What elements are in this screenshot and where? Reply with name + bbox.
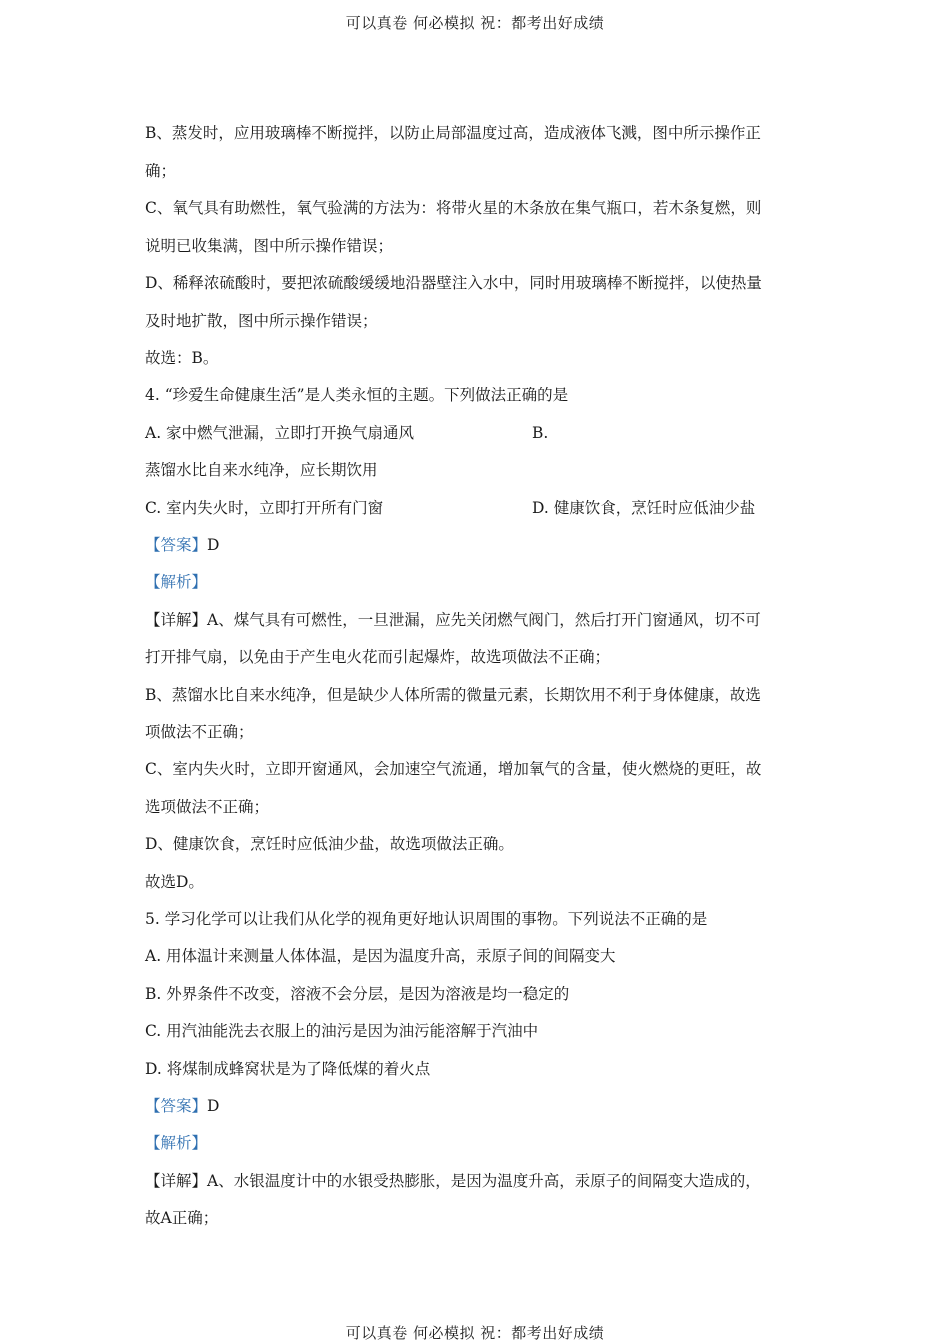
text-line: 故选：B。 xyxy=(145,349,219,367)
text-line: 确； xyxy=(145,162,177,180)
answer-5 xyxy=(145,1095,219,1117)
answer-value: D xyxy=(207,1097,220,1115)
page-header: 可以真卷 何必模拟 祝：都考出好成绩 xyxy=(345,14,605,32)
text-line: 项做法不正确； xyxy=(145,723,254,741)
text-line: 故选D。 xyxy=(145,873,204,891)
text-line: C、室内失火时，立即开窗通风，会加速空气流通，增加氧气的含量，使火燃烧的更旺，故 xyxy=(145,760,762,778)
detail-4-line xyxy=(145,609,761,631)
detail-text: A、水银温度计中的水银受热膨胀，是因为温度升高，汞原子的间隔变大造成的， xyxy=(207,1172,761,1190)
answer-tag: 【答案】 xyxy=(145,536,208,554)
question-4-stem: 4. “珍爱生命健康生活”是人类永恒的主题。下列做法正确的是 xyxy=(145,386,569,404)
analysis-tag: 【解析】 xyxy=(145,1134,208,1152)
question-5-option-d: D. 将煤制成蜂窝状是为了降低煤的着火点 xyxy=(145,1060,431,1078)
detail-tag: 【详解】 xyxy=(145,1172,208,1190)
question-4-option-c: C. 室内失火时，立即打开所有门窗 xyxy=(145,499,384,517)
question-4-option-b-label: B. xyxy=(532,424,549,442)
text-line: B、蒸馏水比自来水纯净，但是缺少人体所需的微量元素，长期饮用不利于身体健康，故选 xyxy=(145,686,761,704)
detail-text: A、煤气具有可燃性，一旦泄漏，应先关闭燃气阀门，然后打开门窗通风，切不可 xyxy=(207,611,761,629)
detail-tag: 【详解】 xyxy=(145,611,208,629)
detail-5-line xyxy=(145,1170,761,1192)
text-line: 说明已收集满，图中所示操作错误； xyxy=(145,237,394,255)
question-4-option-d: D. 健康饮食，烹饪时应低油少盐 xyxy=(532,499,756,517)
question-5-stem: 5. 学习化学可以让我们从化学的视角更好地认识周围的事物。下列说法不正确的是 xyxy=(145,910,708,928)
question-4-option-b-text: 蒸馏水比自来水纯净，应长期饮用 xyxy=(145,461,378,479)
question-4-option-a: A. 家中燃气泄漏，立即打开换气扇通风 xyxy=(145,424,415,442)
text-line: 故A正确； xyxy=(145,1209,219,1227)
page-footer: 可以真卷 何必模拟 祝：都考出好成绩 xyxy=(345,1324,605,1342)
text-line: 及时地扩散，图中所示操作错误； xyxy=(145,312,378,330)
answer-4 xyxy=(145,534,219,556)
analysis-tag: 【解析】 xyxy=(145,573,208,591)
text-line: 选项做法不正确； xyxy=(145,798,270,816)
question-5-option-c: C. 用汽油能洗去衣服上的油污是因为油污能溶解于汽油中 xyxy=(145,1022,539,1040)
text-line: D、健康饮食，烹饪时应低油少盐，故选项做法正确。 xyxy=(145,835,514,853)
text-line: D、稀释浓硫酸时，要把浓硫酸缓缓地沿器壁注入水中，同时用玻璃棒不断搅拌，以使热量 xyxy=(145,274,762,292)
text-line: B、蒸发时，应用玻璃棒不断搅拌，以防止局部温度过高，造成液体飞溅，图中所示操作正 xyxy=(145,124,761,142)
answer-value: D xyxy=(207,536,220,554)
answer-tag: 【答案】 xyxy=(145,1097,208,1115)
question-5-option-b: B. 外界条件不改变，溶液不会分层，是因为溶液是均一稳定的 xyxy=(145,985,570,1003)
text-line: 打开排气扇，以免由于产生电火花而引起爆炸，故选项做法不正确； xyxy=(145,648,611,666)
question-5-option-a: A. 用体温计来测量人体体温，是因为温度升高，汞原子间的间隔变大 xyxy=(145,947,616,965)
text-line: C、氧气具有助燃性，氧气验满的方法为：将带火星的木条放在集气瓶口，若木条复燃，则 xyxy=(145,199,762,217)
